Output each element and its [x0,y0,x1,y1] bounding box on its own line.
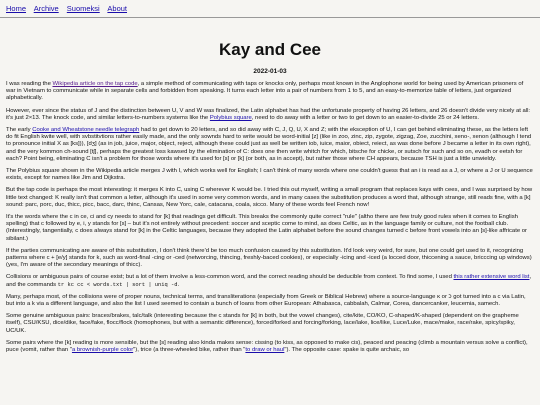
paragraph-10: Some genuine ambiguous pairs: braces/brakes, talc/talk (interesting because the c stands for [k] in both, but the vowel changes), cite/kite, CO/KO, C-shaped/K-shaped (dependent on the grapheme itself), CSU/KSU, dice/dike, face/fake, flocc/flock (homophones, but with a semantic difference), forced/forked and forcing/forking, lace/lake, lice/like, Luce/Luke, mace/make, race/rake, spicy/spiky, UC/UK. [6,313,519,334]
article-body [0,81,540,354]
nav-about-link[interactable]: About [107,4,128,13]
header-divider [0,17,540,18]
shell-command-code: tr kc cc < words.txt | sort | uniq -d [57,281,178,288]
p2-text-a: However, ever since the status of J and the distinction between U, V and W was finalized, the Latin alphabet has had the unfortunate property of having 26 letters, and 26 doesn't divide very nicely at all: it's just 2×13. The knock code, and similar letters-to-numbers systems like the [6,107,531,121]
p3-text-a: The early [6,127,33,134]
paragraph-11 [6,340,534,354]
top-nav [0,0,540,14]
tap-code-article-link[interactable]: Wikipedia article on the tap code [52,81,138,87]
paragraph-2 [6,108,534,122]
p11-text-a: Some pairs where the [k] reading is more sensible, but the [s] reading also kinda makes sense: cissing (to kiss, as opposed to make cis), peaced and peacing (climb a mountain versus solve a conflict), puce (vomit, rather than " [6,339,528,354]
paragraph-1 [6,81,534,103]
p8-text-b: , and the commands [6,274,532,288]
p8-text-c: . [177,281,180,288]
nav-suomeksi-link[interactable]: Suomeksi [66,4,100,13]
paragraph-3 [6,127,534,163]
p8-text-a: Collisions or ambiguous pairs of course exist; but a lot of them involve a less-common word, and the correct reading should be deducible from context. To find some, I used [6,274,454,281]
nav-home-link[interactable]: Home [6,4,27,13]
paragraph-6: It's the words where the c in ce, ci and cy needs to stand for [k] that readings get difficult. This breaks the commonly quite correct "rule" (altho there are few truly good rules when it comes to English spelling) that c followed by e, i, y stands for [s] – but it's not entirely without precedent: soccer and sceptic come to mind, as does Celtic, as in the language family or culture, not the football club. (Interestingly, tangentially, c does always stand for [k] in the Celtic languages, because they adopted the Latin alphabet before the sound changes turned c before front vowels into an [s]-like affricate or sibilant.) [6,214,527,242]
brownish-purple-link[interactable]: a brownish-purple color [71,347,134,354]
p2-text-b: , need to do away with a letter or two to get down to an easier-to-divide 25 or 24 letters. [251,114,480,121]
p1-text-b: , a simple method of communicating with taps or knocks only, perhaps most known in the Anglophone world for being used by American prisoners of war in Vietnam to communicate while in separate cells and forbidden from speaking. It turns each letter into a pair of numbers from 1 to 5, and an easy-to-memorize table of letters, just organized alphabetically. [6,81,524,102]
word-list-link[interactable]: this rather extensive word list [453,274,530,281]
paragraph-9: Many, perhaps most, of the collisions were of proper nouns, technical terms, and transliterations (especially from Greek or Biblical Hebrew) where a source-language κ or כ got turned into a c via Latin, but into a k via a different language, and also the list I used seemed to contain a bunch of loans from other European: Athabasca, cabbalah, Calmar, Corea, dancercanker, leucemia, samech. [6,293,526,308]
paragraph-7: If the parties communicating are aware of this substitution, I don't think there'd be too much confusion caused by this substitution. It'd look very weird, for sure, but one could get used to it, recognizing patterns where c + [e/y] stands for k, such as word-final -cing or -ced (networcing, thincing, freshly-baced cookies), or especially -icing and -iced (a locced door, thiccening a sauce, bricccing up windows) (yes, I'm aware of the secondary meanings of thicc). [6,247,532,269]
p11-text-b: "), trice (a three-wheeled bike, rather than " [133,347,246,354]
nav-archive-link[interactable]: Archive [33,4,59,13]
p11-text-c: "). The opposite case: spake is quite archaic, so [284,347,410,354]
p3-text-b: had to get down to 20 letters, and so did away with C, J, Q, U, X and Z; with the eksception of U, I can get behind eliminating these, as the letters left do fit English kwite well, with svbstitvtions rather easily made, and the only sownds hard to write would be word-initial [z] (like in zoo, zinc, zip, zygote, zigzag, Zoe, zucchini, xeno-, xenon (although I tend to pronounce initial X as [ks])), [dʒ] (as in job, juice, major, object, reject, although these could just as well be written iob, iuice, maior, obiect, reiect, as was done before J became a letter in its own right), and the very kommon ch-sound [tʃ], perhaps the greatest loss kawsed by the elimination of C: does one then write whitch for which, bitsche for chicke, or sutsch for such and so on, evadh or eetsh for each? Point being, eliminating C isn't a problem for those words where it's used for [s] or [k] (or both, as in accept), but rather those where CH appears, because TSH is just a little unwieldy. [6,127,532,162]
polybius-square-link[interactable]: Polybius square [209,114,252,121]
page-title: Kay and Cee [218,40,322,59]
paragraph-8 [6,274,534,288]
paragraph-5: But the tap code is perhaps the most interesting: it merges K into C, using C wherever K would be. I tried this out myself, writing a small program that replaces kays with cees, and I was surprised by how little text changed: K really isn't that common a letter, although it's used in some very common words, and in many cases the substitution produces a word that, although strange, still reads fine, with a [k] sound: parc, porc, duc, thicc, picc, bacc, darc, thinc, Cansas, New Yorc, cale, catacana, coala, sicco. Many of these words feel French now! [6,187,533,208]
paragraph-4: The Polybius square shown in the Wikipedia article merges J with I, which works well for English; I can't think of many words where one couldn't guess that an i is read as a J, or where a J or U sequence exists, except for names like Jim and Dijkstra. [6,168,533,182]
p1-text-a: I was reading the [6,81,53,87]
needle-telegraph-link[interactable]: Cooke and Wheatstone needle telegraph [32,127,140,134]
draw-or-haul-link[interactable]: to draw or haul [245,347,285,354]
post-date: 2022-01-03 [253,68,287,75]
